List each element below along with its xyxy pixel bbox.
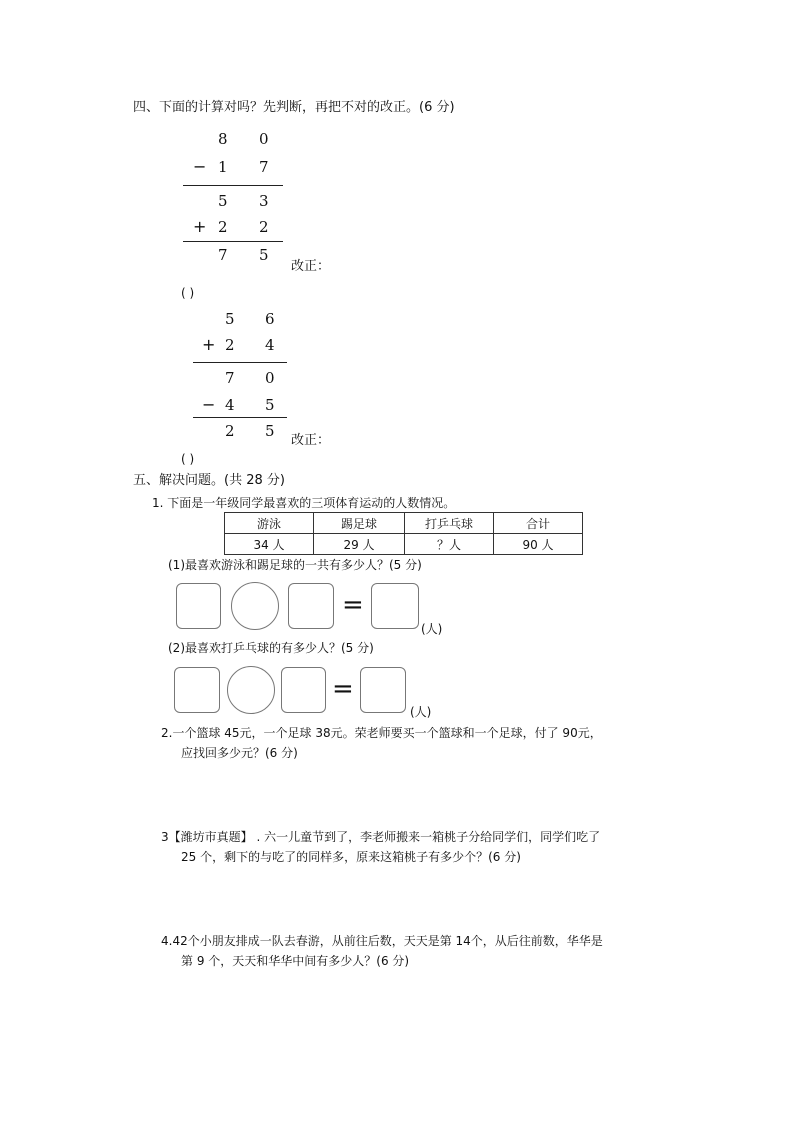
digit: 3 <box>259 192 269 210</box>
table-row <box>225 534 583 555</box>
minus-sign: − <box>193 157 207 176</box>
digit: 2 <box>225 336 235 354</box>
question-1-text: 1. 下面是一年级同学最喜欢的三项体育运动的人数情况。 <box>152 496 456 510</box>
plus-sign: + <box>202 335 216 354</box>
table-cell: 29 人 <box>314 534 405 555</box>
table-header-cell: 游泳 <box>225 513 314 534</box>
question-2-line2: 应找回多少元？(6 分) <box>181 746 298 760</box>
table-header-row <box>225 513 583 534</box>
answer-box[interactable] <box>176 583 221 629</box>
unit-label: (人) <box>421 622 443 636</box>
section5-heading: 五、解决问题。(共 28 分) <box>133 473 285 488</box>
result-line <box>183 185 283 186</box>
digit: 4 <box>265 336 275 354</box>
digit: 5 <box>265 396 275 414</box>
judge-blank[interactable]: ( ) <box>181 452 195 466</box>
answer-box[interactable] <box>288 583 334 629</box>
digit: 4 <box>225 396 235 414</box>
digit: 1 <box>218 158 228 176</box>
equals-sign: = <box>332 674 354 704</box>
answer-box[interactable] <box>174 667 220 713</box>
operator-circle[interactable] <box>227 666 275 714</box>
digit: 2 <box>218 218 228 236</box>
question-2-line1: 2.一个篮球 45元，一个足球 38元。荣老师要买一个篮球和一个足球，付了 90元， <box>161 726 602 740</box>
question-4-line2: 第 9 个，天天和华华中间有多少人？(6 分) <box>181 954 410 968</box>
answer-box[interactable] <box>281 667 326 713</box>
digit: 5 <box>265 422 275 440</box>
table-cell: 34 人 <box>225 534 314 555</box>
result-line <box>193 362 287 363</box>
sports-table <box>224 512 583 555</box>
question-3-line2: 25 个，剩下的与吃了的同样多，原来这箱桃子有多少个？(6 分) <box>181 850 521 864</box>
digit: 2 <box>225 422 235 440</box>
digit: 7 <box>225 369 235 387</box>
digit: 6 <box>265 310 275 328</box>
sub-question-2: (2)最喜欢打乒乓球的有多少人？(5 分) <box>168 641 374 655</box>
unit-label: (人) <box>410 705 432 719</box>
fix-label: 改正： <box>291 433 331 448</box>
table-cell: ？人 <box>405 534 494 555</box>
digit: 7 <box>259 158 269 176</box>
table-header-cell: 打乒乓球 <box>405 513 494 534</box>
result-line <box>193 417 287 418</box>
section4-heading: 四、下面的计算对吗？先判断，再把不对的改正。(6 分) <box>133 100 455 115</box>
minus-sign: − <box>202 395 216 414</box>
digit: 8 <box>218 130 228 148</box>
judge-blank[interactable]: ( ) <box>181 286 195 300</box>
question-4-line1: 4.42个小朋友排成一队去春游，从前往后数，天天是第 14个，从后往前数，华华是 <box>161 934 603 948</box>
table-header-cell: 踢足球 <box>314 513 405 534</box>
digit: 5 <box>218 192 228 210</box>
digit: 0 <box>259 130 269 148</box>
sub-question-1: (1)最喜欢游泳和踢足球的一共有多少人？(5 分) <box>168 558 422 572</box>
result-line <box>183 241 283 242</box>
digit: 5 <box>225 310 235 328</box>
question-3-line1: 3【潍坊市真题】 . 六一儿童节到了，李老师搬来一箱桃子分给同学们，同学们吃了 <box>161 830 601 844</box>
plus-sign: + <box>193 217 207 236</box>
digit: 0 <box>265 369 275 387</box>
equals-sign: = <box>342 590 364 620</box>
table-cell: 90 人 <box>494 534 583 555</box>
fix-label: 改正： <box>291 259 331 274</box>
table-header-cell: 合计 <box>494 513 583 534</box>
operator-circle[interactable] <box>231 582 279 630</box>
answer-box[interactable] <box>371 583 419 629</box>
digit: 2 <box>259 218 269 236</box>
digit: 5 <box>259 246 269 264</box>
digit: 7 <box>218 246 228 264</box>
answer-box[interactable] <box>360 667 406 713</box>
